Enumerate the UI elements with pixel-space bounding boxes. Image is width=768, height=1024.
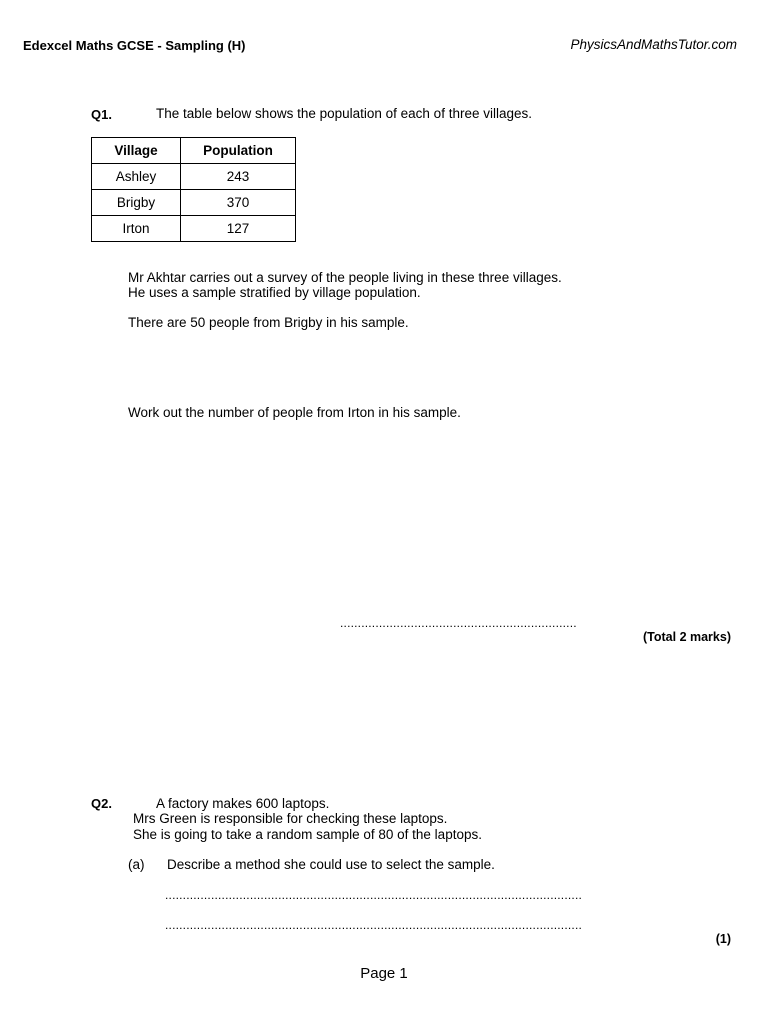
q2-answer-line-1: ...................................................................................................................... <box>165 888 583 902</box>
q1-total-marks: (Total 2 marks) <box>643 630 731 644</box>
q1-answer-line: ................................................................... <box>340 616 577 630</box>
q2-line-2: Mrs Green is responsible for checking these laptops. <box>133 811 448 826</box>
population-cell: 243 <box>181 164 296 190</box>
q1-intro: The table below shows the population of each of three villages. <box>156 106 532 121</box>
table-header-population: Population <box>181 138 296 164</box>
table-row <box>92 216 296 242</box>
population-table <box>91 137 296 242</box>
q1-line-2: He uses a sample stratified by village population. <box>128 285 421 300</box>
q2-answer-line-2: ...................................................................................................................... <box>165 918 583 932</box>
village-cell: Ashley <box>92 164 181 190</box>
village-cell: Irton <box>92 216 181 242</box>
table-header-row <box>92 138 296 164</box>
table-header-village: Village <box>92 138 181 164</box>
q2-number: Q2. <box>91 796 112 811</box>
q2-part-a-label: (a) <box>128 857 145 872</box>
q1-question: Work out the number of people from Irton in his sample. <box>128 405 461 420</box>
site-name: PhysicsAndMathsTutor.com <box>570 37 737 52</box>
q1-line-3: There are 50 people from Brigby in his sample. <box>128 315 409 330</box>
population-cell: 127 <box>181 216 296 242</box>
q2-part-a-text: Describe a method she could use to select the sample. <box>167 857 495 872</box>
page-number: Page 1 <box>360 965 408 982</box>
q1-line-1: Mr Akhtar carries out a survey of the people living in these three villages. <box>128 270 562 285</box>
q2-part-a-marks: (1) <box>715 932 731 946</box>
table-row <box>92 190 296 216</box>
village-cell: Brigby <box>92 190 181 216</box>
q2-line-3: She is going to take a random sample of 80 of the laptops. <box>133 827 482 842</box>
population-cell: 370 <box>181 190 296 216</box>
q2-line-1: A factory makes 600 laptops. <box>156 796 330 811</box>
q1-number: Q1. <box>91 107 112 122</box>
table-row <box>92 164 296 190</box>
document-title: Edexcel Maths GCSE - Sampling (H) <box>23 38 246 53</box>
